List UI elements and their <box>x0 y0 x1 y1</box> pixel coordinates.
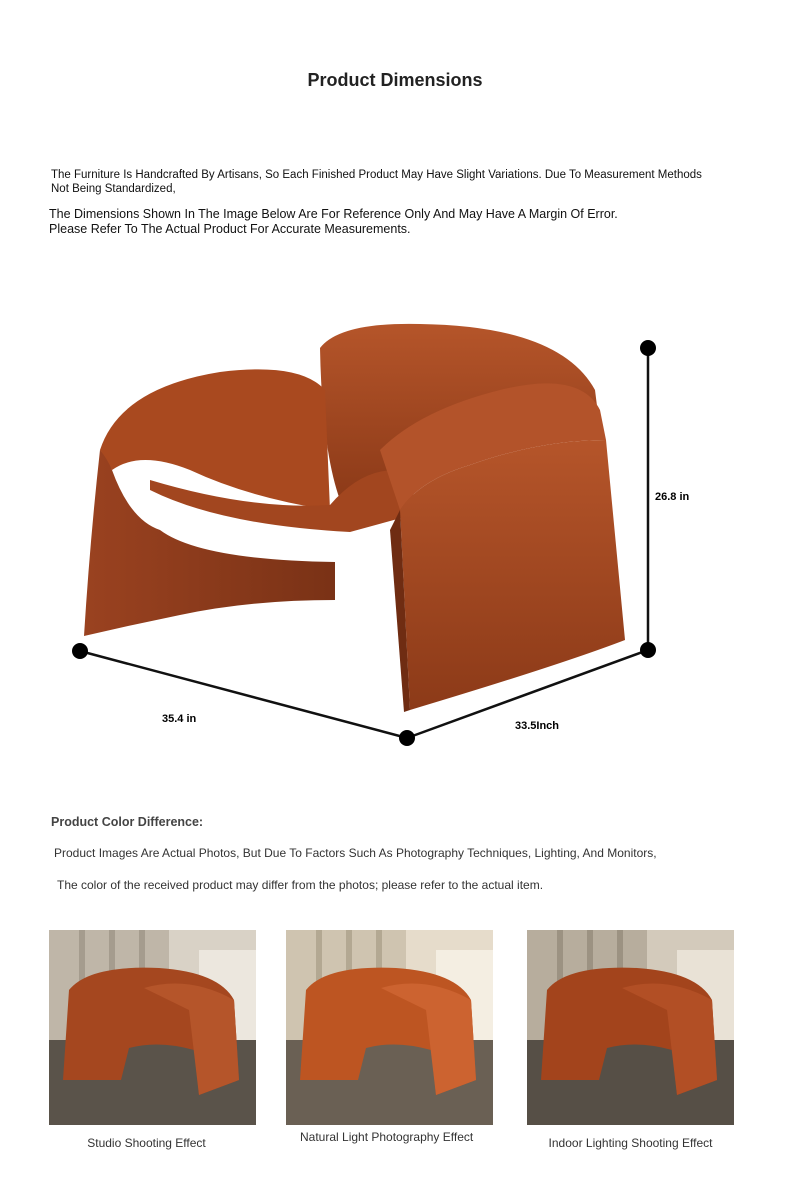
handcrafted-note: The Furniture Is Handcrafted By Artisans, So Each Finished Product May Have Slight Variations. Due To Measurement Methods Not Being Standardized, <box>51 169 702 195</box>
chair-photo-studio <box>49 930 256 1125</box>
height-top-dot <box>640 340 656 356</box>
chair-dimension-diagram <box>0 300 790 760</box>
photo-natural-light <box>286 930 493 1125</box>
height-label: 26.8 in <box>655 491 690 503</box>
photo-studio <box>49 930 256 1125</box>
width-label: 35.4 in <box>162 713 197 725</box>
armchair-illustration <box>84 324 625 712</box>
chair-photo-natural <box>286 930 493 1125</box>
dimension-disclaimer <box>49 207 729 237</box>
caption-natural-light: Natural Light Photography Effect <box>300 1130 474 1144</box>
disclaimer-line-2: Please Refer To The Actual Product For Accurate Measurements. <box>49 222 411 236</box>
caption-indoor-lighting: Indoor Lighting Shooting Effect <box>548 1136 713 1150</box>
chair-photo-indoor <box>527 930 734 1125</box>
depth-label: 33.5Inch <box>515 720 560 732</box>
color-difference-text-1: Product Images Are Actual Photos, But Due To Factors Such As Photography Techniques, Lighting, And Monitors, <box>54 846 657 860</box>
color-difference-heading: Product Color Difference: <box>51 815 204 829</box>
disclaimer-line-1: The Dimensions Shown In The Image Below Are For Reference Only And May Have A Margin Of Error. <box>49 207 618 221</box>
photo-indoor-lighting <box>527 930 734 1125</box>
front-corner-dot <box>399 730 415 746</box>
caption-studio: Studio Shooting Effect <box>87 1136 206 1150</box>
height-bottom-dot <box>640 642 656 658</box>
width-left-dot <box>72 643 88 659</box>
color-difference-text-2: The color of the received product may differ from the photos; please refer to the actual item. <box>57 878 544 892</box>
page-title: Product Dimensions <box>307 70 483 90</box>
